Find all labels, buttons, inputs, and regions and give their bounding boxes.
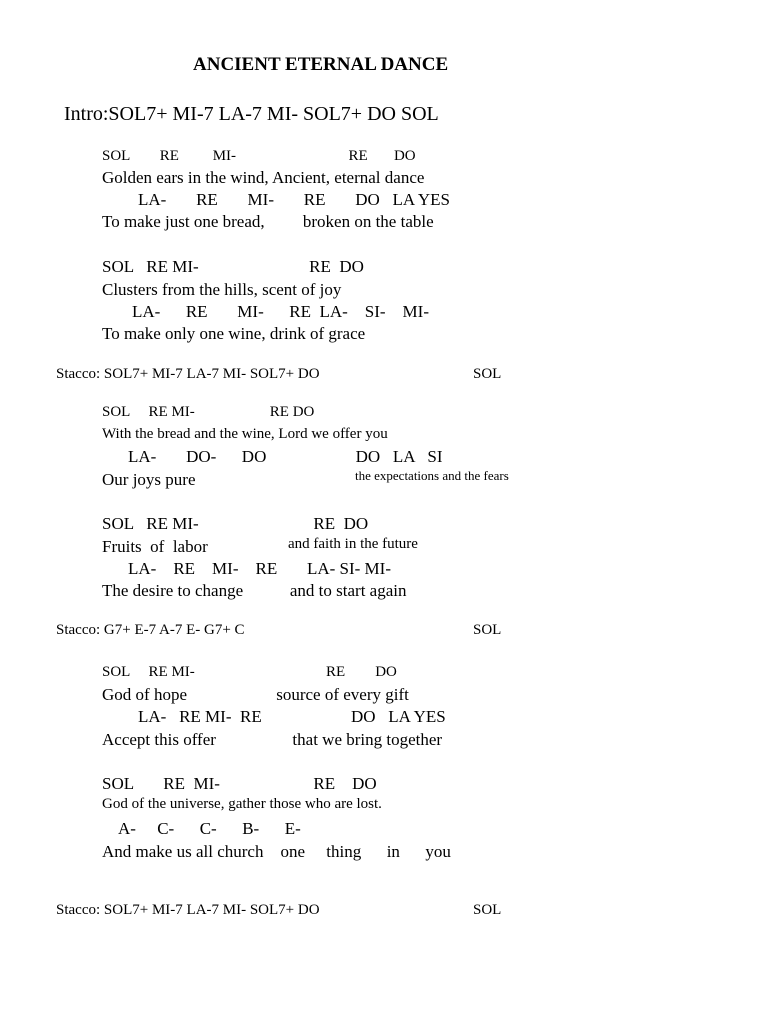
lyric-line: Our joys pure xyxy=(102,470,196,489)
lyric-line: God of hope source of every gift xyxy=(102,685,409,704)
lyric-line: the expectations and the fears xyxy=(355,468,509,483)
lyric-line: God of the universe, gather those who are lost. xyxy=(102,796,382,812)
chord-line: A- C- C- B- E- xyxy=(118,819,301,838)
lyric-line: Golden ears in the wind, Ancient, eternal dance xyxy=(102,168,425,187)
stacco-end-chord: SOL xyxy=(473,902,502,918)
stacco-chords: Stacco: G7+ E-7 A-7 E- G7+ C xyxy=(56,622,245,638)
chord-line: SOL RE MI- RE DO xyxy=(102,257,364,276)
chord-line: SOL RE MI- RE DO xyxy=(102,774,377,793)
chord-line: LA- RE MI- RE DO LA YES xyxy=(138,190,450,209)
chord-line: SOL RE MI- RE DO xyxy=(102,404,315,420)
lyric-line: And make us all church one thing in you xyxy=(102,842,451,861)
chord-line: LA- RE MI- RE DO LA YES xyxy=(138,707,446,726)
lyric-line: Accept this offer that we bring together xyxy=(102,730,443,749)
lyric-line: Clusters from the hills, scent of joy xyxy=(102,280,342,299)
song-title: ANCIENT ETERNAL DANCE xyxy=(193,54,449,75)
stacco-chords: Stacco: SOL7+ MI-7 LA-7 MI- SOL7+ DO xyxy=(56,902,320,918)
lyric-line: Fruits of labor xyxy=(102,537,208,556)
chord-line: SOL RE MI- RE DO xyxy=(102,664,397,680)
stacco-end-chord: SOL xyxy=(473,366,502,382)
chord-line: SOL RE MI- RE DO xyxy=(102,514,369,533)
chord-line: LA- DO- DO DO LA SI xyxy=(128,447,443,466)
stacco-chords: Stacco: SOL7+ MI-7 LA-7 MI- SOL7+ DO xyxy=(56,366,320,382)
chord-line: LA- RE MI- RE LA- SI- MI- xyxy=(132,302,429,321)
lyric-line: To make just one bread, broken on the table xyxy=(102,212,434,231)
intro-chords: Intro:SOL7+ MI-7 LA-7 MI- SOL7+ DO SOL xyxy=(64,103,439,125)
lyric-line: The desire to change and to start again xyxy=(102,581,407,600)
lyric-line: and faith in the future xyxy=(288,536,418,552)
lyric-line: To make only one wine, drink of grace xyxy=(102,324,366,343)
lyric-line: With the bread and the wine, Lord we offer you xyxy=(102,426,388,442)
stacco-end-chord: SOL xyxy=(473,622,502,638)
chord-line: LA- RE MI- RE LA- SI- MI- xyxy=(128,559,391,578)
chord-line: SOL RE MI- RE DO xyxy=(102,148,416,164)
